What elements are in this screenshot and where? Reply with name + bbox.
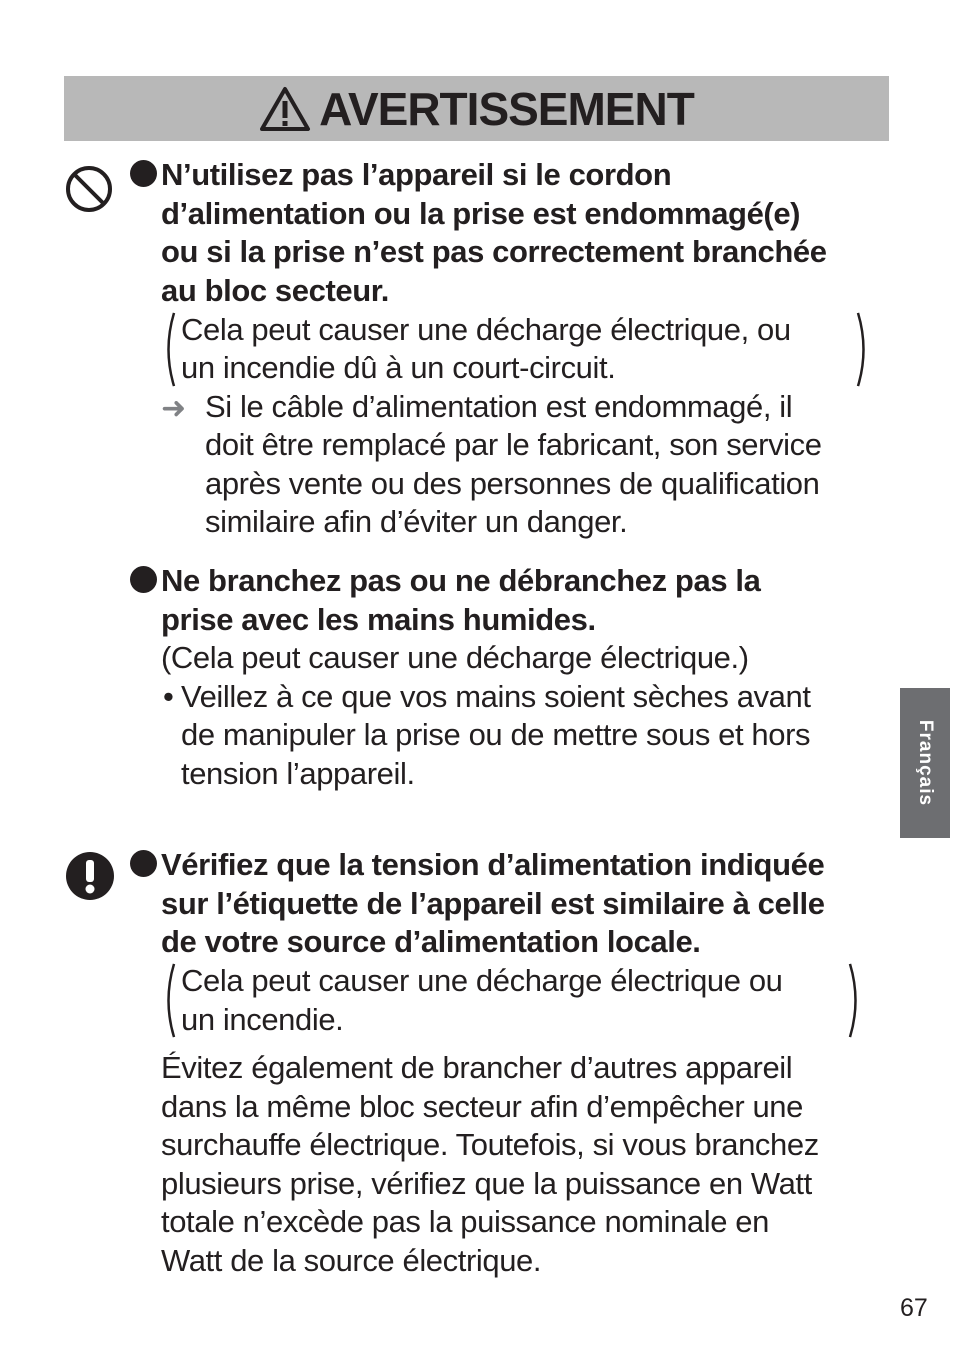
bullet-icon xyxy=(130,566,157,593)
warning-item-damaged-cord xyxy=(130,156,890,542)
bullet-icon xyxy=(130,850,157,877)
consequence-note xyxy=(161,962,833,1039)
instruction-line: Veillez à ce que vos mains soient sèches avant xyxy=(181,678,811,714)
dot-bullet: • xyxy=(163,678,174,714)
advice-line: surchauffe électrique. Toutefois, si vous branchez xyxy=(161,1127,819,1163)
page-number: 67 xyxy=(900,1294,928,1322)
warning-heading xyxy=(161,156,890,311)
consequence-note: (Cela peut causer une décharge électrique.) xyxy=(161,640,749,676)
advice-line: Évitez également de brancher d’autres appareil xyxy=(161,1050,793,1086)
heading-line: ou si la prise n’est pas correctement branchée xyxy=(161,234,827,270)
warning-item-wet-hands xyxy=(130,562,890,793)
right-parenthesis xyxy=(855,311,871,388)
bullet-icon xyxy=(130,160,157,187)
advice-line: Watt de la source électrique. xyxy=(161,1242,542,1278)
language-tab xyxy=(900,688,950,838)
warning-banner xyxy=(64,76,889,141)
heading-line: prise avec les mains humides. xyxy=(161,601,596,637)
heading-line: de votre source d’alimentation locale. xyxy=(161,924,701,960)
instruction-line: tension l’appareil. xyxy=(181,755,415,791)
left-parenthesis xyxy=(161,311,177,388)
heading-line: au bloc secteur. xyxy=(161,273,389,309)
arrow-right-icon: ➜ xyxy=(161,391,186,425)
additional-advice xyxy=(161,1049,890,1280)
advice-line: totale n’excède pas la puissance nominale en xyxy=(161,1204,769,1240)
advice-line: plusieurs prise, vérifiez que la puissance en Watt xyxy=(161,1165,812,1201)
instruction-line: doit être remplacé par le fabricant, son service xyxy=(205,427,822,463)
note-line: un incendie dû à un court-circuit. xyxy=(181,350,616,386)
instruction-line: Si le câble d’alimentation est endommagé, il xyxy=(205,388,793,424)
warning-triangle-icon xyxy=(259,86,311,132)
instruction-line: similaire afin d’éviter un danger. xyxy=(205,504,628,540)
warning-heading xyxy=(161,562,890,639)
note-line: Cela peut causer une décharge électrique, ou xyxy=(181,311,791,347)
heading-line: sur l’étiquette de l’appareil est similaire à celle xyxy=(161,885,825,921)
advice-line: dans la même bloc secteur afin d’empêcher une xyxy=(161,1088,803,1124)
mandatory-exclamation-icon xyxy=(65,851,115,901)
language-tab-label: Français xyxy=(915,719,936,807)
warning-item-voltage xyxy=(130,846,890,1280)
heading-line: Ne branchez pas ou ne débranchez pas la xyxy=(161,563,761,598)
note-line: Cela peut causer une décharge électrique ou xyxy=(181,963,783,999)
heading-line: d’alimentation ou la prise est endommagé(e) xyxy=(161,195,801,231)
instruction-line: de manipuler la prise ou de mettre sous et hors xyxy=(181,717,811,753)
consequence-note xyxy=(161,311,841,388)
heading-line: N’utilisez pas l’appareil si le cordon xyxy=(161,157,672,192)
instruction xyxy=(161,678,890,794)
prohibition-icon xyxy=(64,164,114,214)
banner-title: AVERTISSEMENT xyxy=(319,82,694,135)
heading-line: Vérifiez que la tension d’alimentation indiquée xyxy=(161,847,825,882)
right-parenthesis xyxy=(847,962,863,1039)
warning-heading xyxy=(161,846,890,962)
instruction xyxy=(161,388,890,542)
note-line: un incendie. xyxy=(181,1001,344,1037)
instruction-line: après vente ou des personnes de qualification xyxy=(205,465,820,501)
left-parenthesis xyxy=(161,962,177,1039)
